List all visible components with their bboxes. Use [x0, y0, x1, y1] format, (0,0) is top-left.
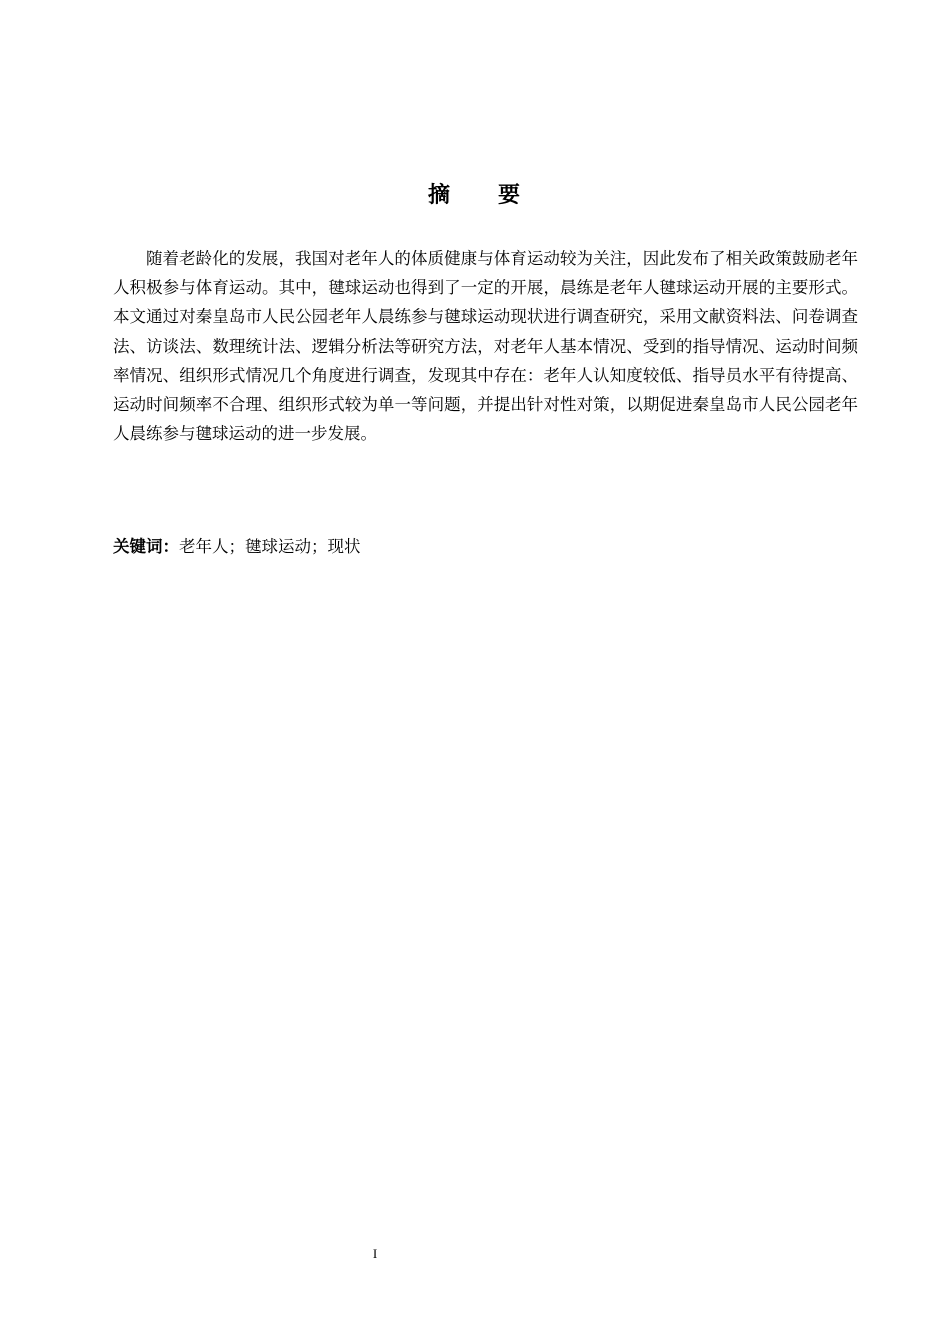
abstract-title-char-1: 摘	[427, 183, 452, 208]
abstract-title	[0, 178, 950, 209]
keywords-label: 关键词：	[113, 537, 179, 556]
page-number: I	[372, 1246, 378, 1261]
keywords-list: 老年人；毽球运动；现状	[179, 537, 361, 556]
abstract-title-char-2: 要	[498, 183, 523, 208]
abstract-body: 随着老龄化的发展，我国对老年人的体质健康与体育运动较为关注，因此发布了相关政策鼓励老年人积极参与体育运动。其中，毽球运动也得到了一定的开展，晨练是老年人毽球运动开展的主要形式。本文通过对秦皇岛市人民公园老年人晨练参与毽球运动现状进行调查研究，采用文献资料法、问卷调查法、访谈法、数理统计法、逻辑分析法等研究方法，对老年人基本情况、受到的指导情况、运动时间频率情况、组织形式情况几个角度进行调查，发现其中存在：老年人认知度较低、指导员水平有待提高、运动时间频率不合理、组织形式较为单一等问题，并提出针对性对策，以期促进秦皇岛市人民公园老年人晨练参与毽球运动的进一步发展。	[113, 249, 858, 444]
keywords-line	[113, 534, 858, 560]
